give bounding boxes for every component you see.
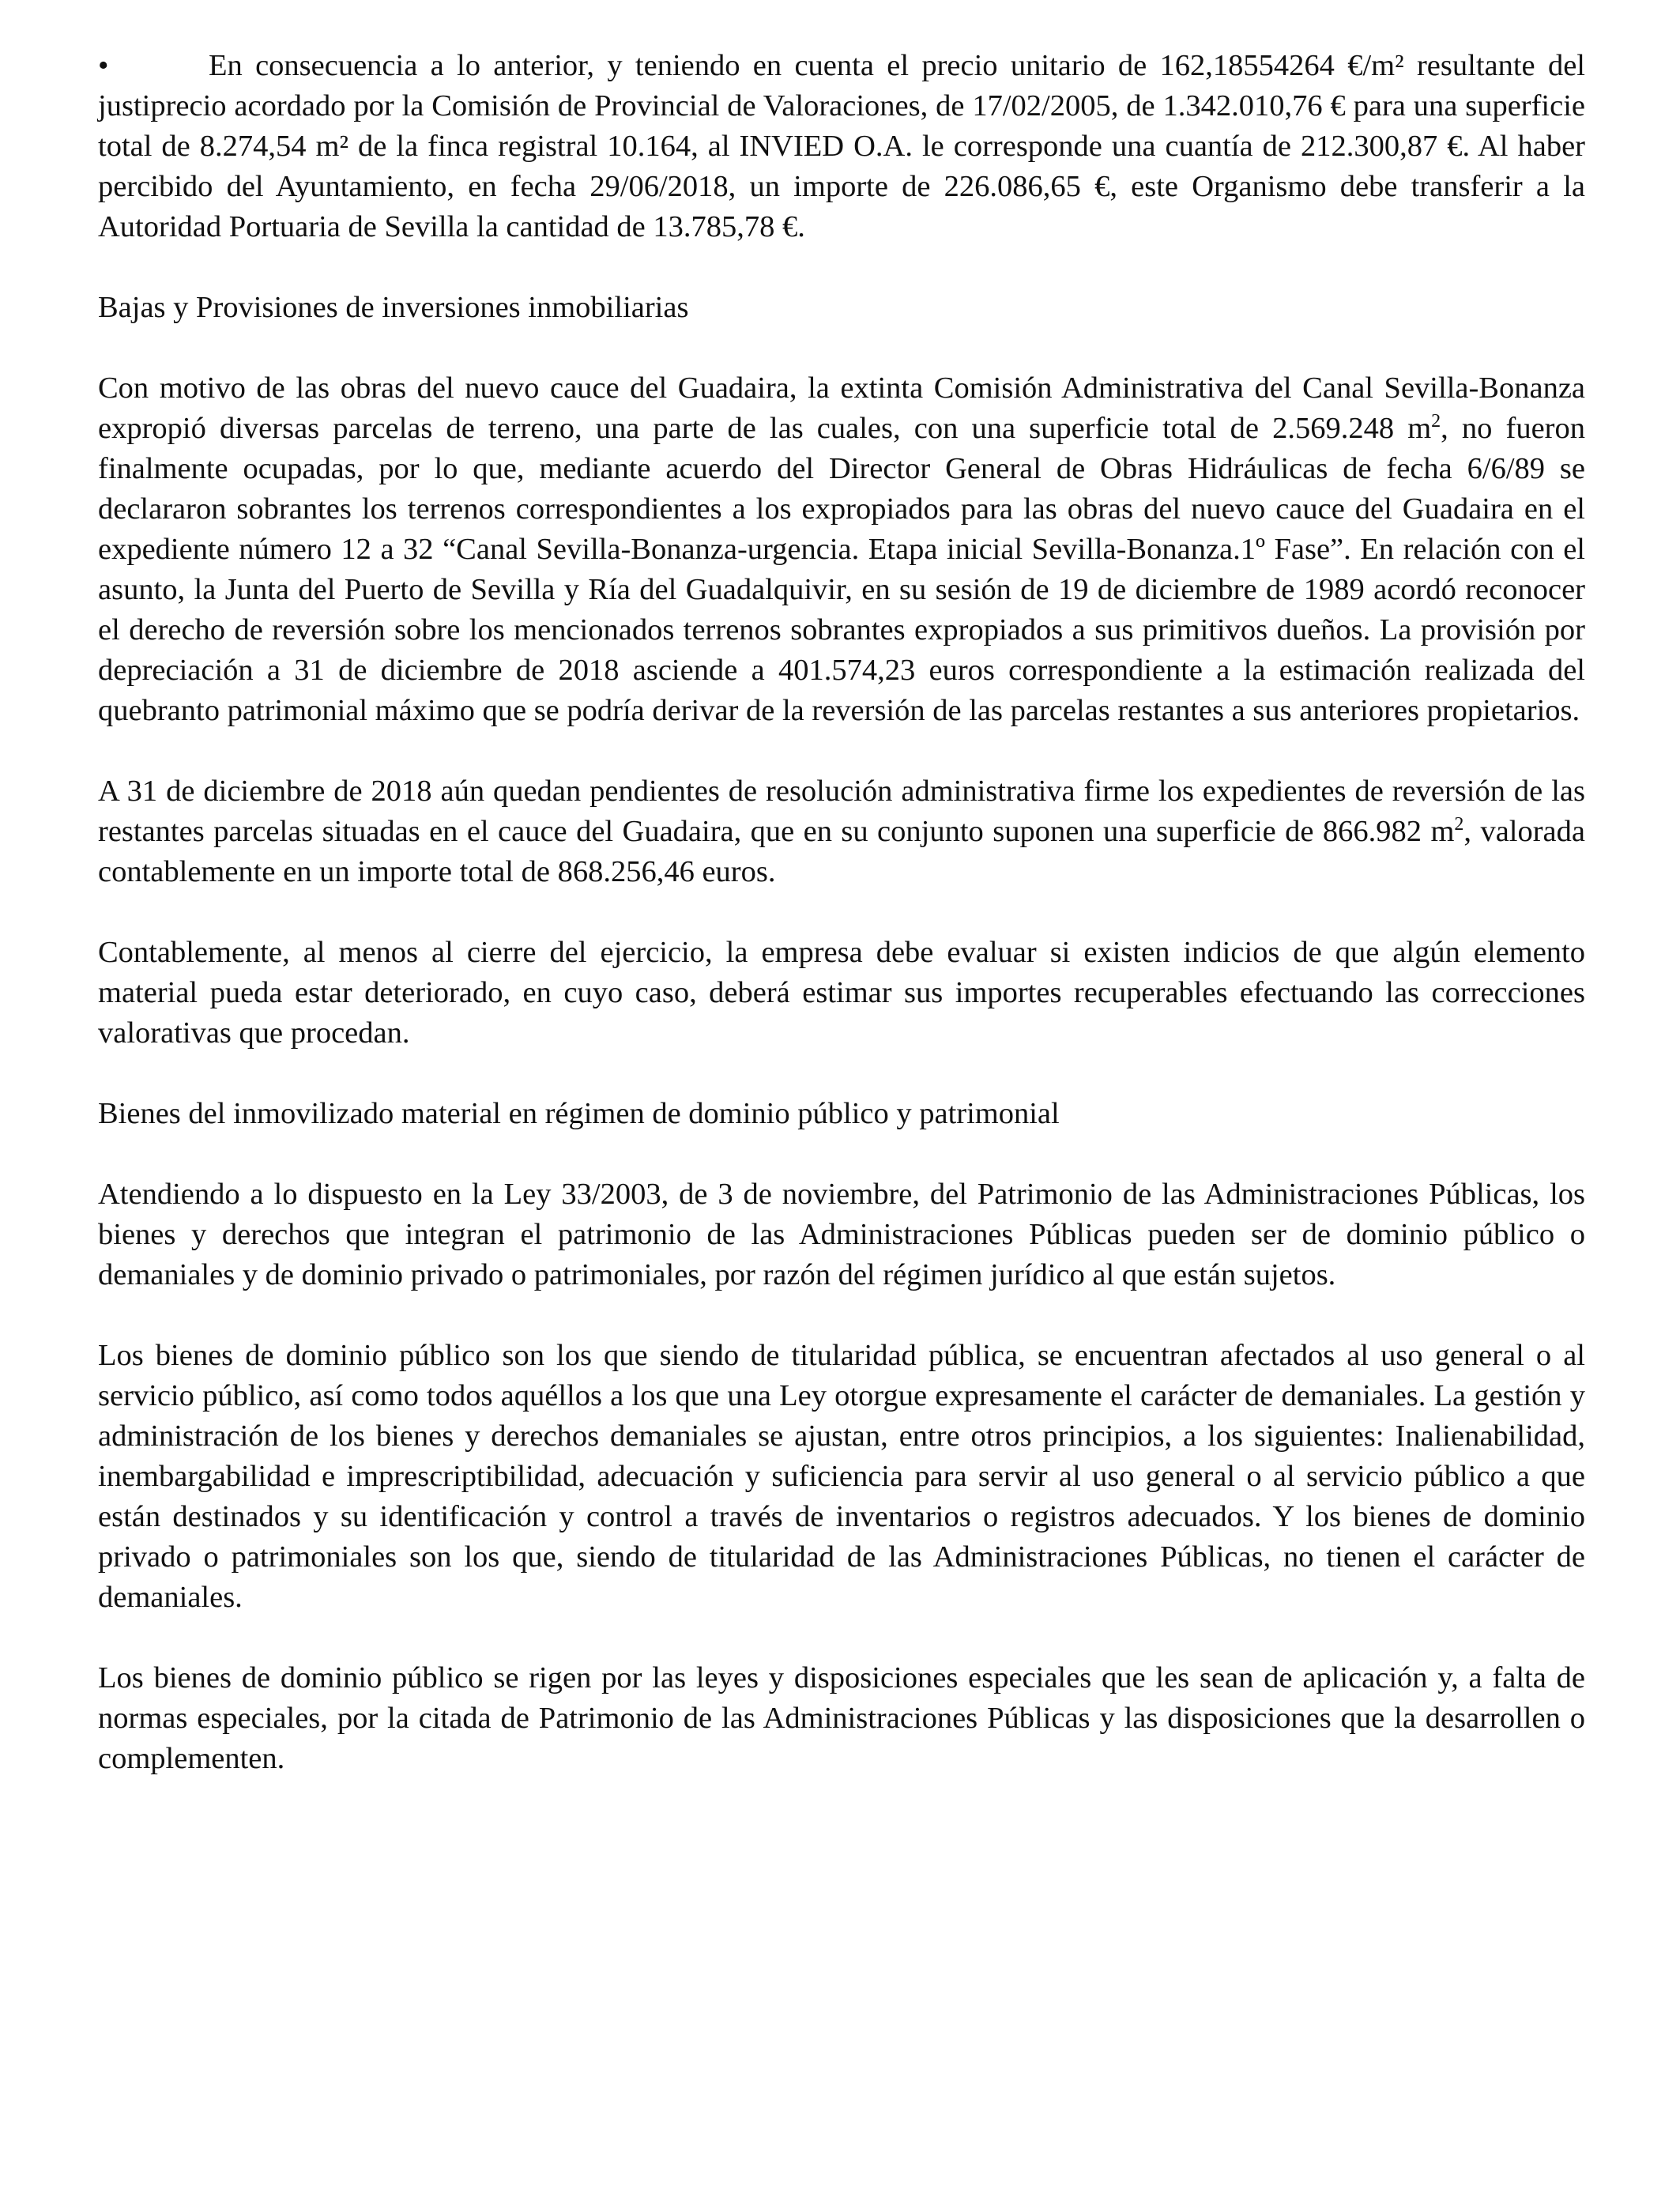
section-heading-bienes-inmovilizado: Bienes del inmovilizado material en régimen de dominio público y patrimonial <box>98 1097 1060 1130</box>
paragraph-deterioro: Contablemente, al menos al cierre del ejercicio, la empresa debe evaluar si existen indicios de que algún elemento material pueda estar deteriorado, en cuyo caso, deberá estimar sus importes recuperables efectuando las correcciones valorativas que procedan. <box>98 936 1585 1050</box>
bullet-paragraph <box>98 46 1585 247</box>
paragraph-text: A 31 de diciembre de 2018 aún quedan pendientes de resolución administrativa firme los expedientes de reversión de las restantes parcelas situadas en el cauce del Guadaira, que en su conjunto suponen una superficie de 866.982 m <box>98 775 1585 848</box>
paragraph-text: Con motivo de las obras del nuevo cauce del Guadaira, la extinta Comisión Administrativa del Canal Sevilla-Bonanza expropió diversas parcelas de terreno, una parte de las cuales, con una superficie total de 2.569.248 m <box>98 371 1585 445</box>
paragraph-text: , no fueron finalmente ocupadas, por lo que, mediante acuerdo del Director General de Obras Hidráulicas de fecha 6/6/89 se declararon sobrantes los terrenos correspondientes a los expropiados para las obras del nuevo cauce del Guadaira en el expediente número 12 a 32 “Canal Sevilla-Bonanza-urgencia. Etapa inicial Sevilla-Bonanza.1º Fase”. En relación con el asunto, la Junta del Puerto de Sevilla y Ría del Guadalquivir, en su sesión de 19 de diciembre de 1989 acordó reconocer el derecho de reversión sobre los mencionados terrenos sobrantes expropiados a sus primitivos dueños. La provisión por depreciación a 31 de diciembre de 2018 asciende a 401.574,23 euros correspondiente a la estimación realizada del quebranto patrimonial máximo que se podría derivar de la reversión de las parcelas restantes a sus anteriores propietarios. <box>98 412 1585 727</box>
paragraph-ley-patrimonio: Atendiendo a lo dispuesto en la Ley 33/2003, de 3 de noviembre, del Patrimonio de las Administraciones Públicas, los bienes y derechos que integran el patrimonio de las Administraciones Públicas pueden ser de dominio público o demaniales y de dominio privado o patrimoniales, por razón del régimen jurídico al que están sujetos. <box>98 1178 1585 1291</box>
paragraph-expedientes-pendientes <box>98 771 1585 892</box>
section-heading-bajas-provisiones: Bajas y Provisiones de inversiones inmobiliarias <box>98 291 689 324</box>
document-page <box>98 46 1585 1779</box>
superscript: 2 <box>1454 814 1464 835</box>
bullet-icon: • <box>98 49 109 82</box>
paragraph-text: , valorada contablemente en un importe total de 868.256,46 euros. <box>98 815 1585 888</box>
paragraph-regimen-juridico: Los bienes de dominio público se rigen por las leyes y disposiciones especiales que les sean de aplicación y, a falta de normas especiales, por la citada de Patrimonio de las Administraciones Públicas y las disposiciones que la desarrollen o complementen. <box>98 1661 1585 1775</box>
bullet-paragraph-text: En consecuencia a lo anterior, y teniendo en cuenta el precio unitario de 162,18554264 €/m² resultante del justiprecio acordado por la Comisión de Provincial de Valoraciones, de 17/02/2005, de 1.342.010,76 € para una superficie total de 8.274,54 m² de la finca registral 10.164, al INVIED O.A. le corresponde una cuantía de 212.300,87 €. Al haber percibido del Ayuntamiento, en fecha 29/06/2018, un importe de 226.086,65 €, este Organismo debe transferir a la Autoridad Portuaria de Sevilla la cantidad de 13.785,78 €. <box>98 49 1585 243</box>
superscript: 2 <box>1431 411 1441 432</box>
paragraph-dominio-publico: Los bienes de dominio público son los que siendo de titularidad pública, se encuentran afectados al uso general o al servicio público, así como todos aquéllos a los que una Ley otorgue expresamente el carácter de demaniales. La gestión y administración de los bienes y derechos demaniales se ajustan, entre otros principios, a los siguientes: Inalienabilidad, inembargabilidad e imprescriptibilidad, adecuación y suficiencia para servir al uso general o al servicio público a que están destinados y su identificación y control a través de inventarios o registros adecuados. Y los bienes de dominio privado o patrimoniales son los que, siendo de titularidad de las Administraciones Públicas, no tienen el carácter de demaniales. <box>98 1339 1585 1614</box>
paragraph-reversion-terrenos <box>98 368 1585 731</box>
